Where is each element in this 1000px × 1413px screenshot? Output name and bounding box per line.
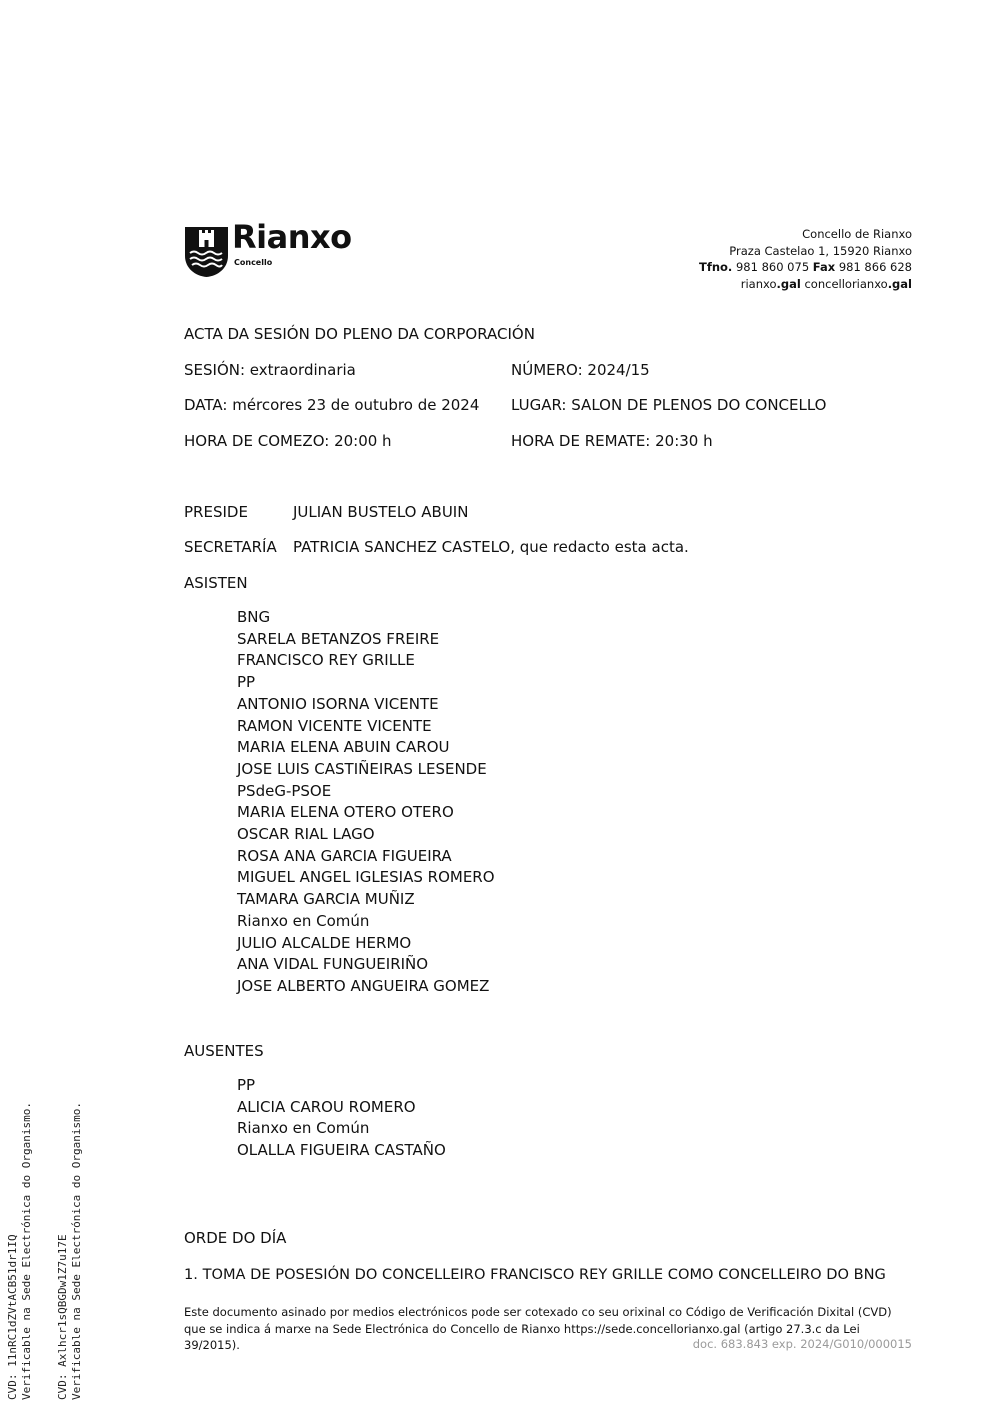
cvd-code-1: CVD: 11nRC1dZVtACB51dr1IQ xyxy=(6,1234,19,1400)
list-item: JULIO ALCALDE HERMO xyxy=(237,933,412,952)
header-org: Concello de Rianxo xyxy=(802,227,912,241)
web1-link[interactable]: rianxo xyxy=(740,276,777,291)
ausentes-label: AUSENTES xyxy=(184,1042,264,1060)
header-address: Praza Castelao 1, 15920 Rianxo xyxy=(729,243,912,258)
cvd-code-2: CVD: Axlhcr1sQBGDw1Z7u17E xyxy=(56,1234,69,1400)
list-item: MARIA ELENA ABUIN CAROU xyxy=(237,738,450,757)
preside-name: JULIAN BUSTELO ABUIN xyxy=(293,503,469,521)
logo-wordmark: Rianxo xyxy=(232,218,352,256)
list-item: ANTONIO ISORNA VICENTE xyxy=(237,694,439,713)
list-item: ANA VIDAL FUNGUEIRIÑO xyxy=(237,955,429,974)
list-item: PSdeG-PSOE xyxy=(237,781,332,800)
asisten-list xyxy=(237,607,495,998)
end-time: HORA DE REMATE: 20:30 h xyxy=(511,432,713,450)
session-place: LUGAR: SALON DE PLENOS DO CONCELLO xyxy=(511,396,827,414)
web2-tld: .gal xyxy=(887,276,912,291)
header-phones xyxy=(699,259,912,276)
list-item: Rianxo en Común xyxy=(237,1119,370,1138)
list-item: JOSE LUIS CASTIÑEIRAS LESENDE xyxy=(237,759,487,778)
margin-cvd-1 xyxy=(6,1102,34,1400)
logo-subtitle: Concello xyxy=(234,258,273,267)
list-item: MARIA ELENA OTERO OTERO xyxy=(237,803,454,822)
header-address-block xyxy=(699,226,912,292)
concello-logo xyxy=(184,218,384,280)
secretaria-name: PATRICIA SANCHEZ CASTELO, que redacto esta acta. xyxy=(293,538,689,556)
preside-label: PRESIDE xyxy=(184,503,248,521)
cvd-note-1: Verificable na Sede Electrónica do Organismo. xyxy=(20,1101,33,1400)
header-webs xyxy=(699,276,912,293)
tel-value: 981 860 075 xyxy=(735,260,810,274)
list-item: PP xyxy=(237,673,256,692)
cvd-note-2: Verificable na Sede Electrónica do Organismo. xyxy=(70,1101,83,1400)
list-item: OLALLA FIGUEIRA CASTAÑO xyxy=(237,1141,446,1160)
list-item: BNG xyxy=(237,608,271,626)
tel-label: Tfno. xyxy=(699,260,733,274)
shield-icon xyxy=(184,226,229,278)
ausentes-list xyxy=(237,1075,446,1162)
fax-label: Fax xyxy=(812,260,836,274)
agenda-title: ORDE DO DÍA xyxy=(184,1229,287,1247)
session-date: DATA: mércores 23 de outubro de 2024 xyxy=(184,396,480,414)
session-type: SESIÓN: extraordinaria xyxy=(184,361,356,379)
footer-note: Este documento asinado por medios electrónicos pode ser cotexado co seu orixinal co Código de Verificación Dixital (CVD) que se indica á marxe na Sede Electrónica do Concello de Rianxo https://sede.concellorianxo.gal (artigo 27.3.c da Lei 39/2015). xyxy=(184,1305,892,1352)
list-item: SARELA BETANZOS FREIRE xyxy=(237,629,440,648)
list-item: PP xyxy=(237,1076,256,1094)
secretaria-label: SECRETARÍA xyxy=(184,538,277,556)
agenda-item-1: 1. TOMA DE POSESIÓN DO CONCELLEIRO FRANCISCO REY GRILLE COMO CONCELLEIRO DO BNG xyxy=(184,1266,886,1283)
list-item: TAMARA GARCIA MUÑIZ xyxy=(237,890,415,909)
list-item: FRANCISCO REY GRILLE xyxy=(237,651,415,670)
list-item: MIGUEL ANGEL IGLESIAS ROMERO xyxy=(237,868,495,887)
web2-link[interactable]: concellorianxo xyxy=(804,276,888,291)
list-item: RAMON VICENTE VICENTE xyxy=(237,716,432,735)
list-item: Rianxo en Común xyxy=(237,911,370,930)
act-title: ACTA DA SESIÓN DO PLENO DA CORPORACIÓN xyxy=(184,325,535,343)
asisten-label: ASISTEN xyxy=(184,574,248,592)
doc-reference: doc. 683.843 exp. 2024/G010/000015 xyxy=(692,1337,912,1351)
session-number: NÚMERO: 2024/15 xyxy=(511,361,650,379)
fax-value: 981 866 628 xyxy=(838,260,912,274)
start-time: HORA DE COMEZO: 20:00 h xyxy=(184,432,392,450)
list-item: ROSA ANA GARCIA FIGUEIRA xyxy=(237,846,452,865)
margin-cvd-2 xyxy=(56,1102,84,1400)
list-item: OSCAR RIAL LAGO xyxy=(237,825,375,844)
list-item: ALICIA CAROU ROMERO xyxy=(237,1097,416,1116)
list-item: JOSE ALBERTO ANGUEIRA GOMEZ xyxy=(237,976,490,995)
web1-tld: .gal xyxy=(776,276,801,291)
